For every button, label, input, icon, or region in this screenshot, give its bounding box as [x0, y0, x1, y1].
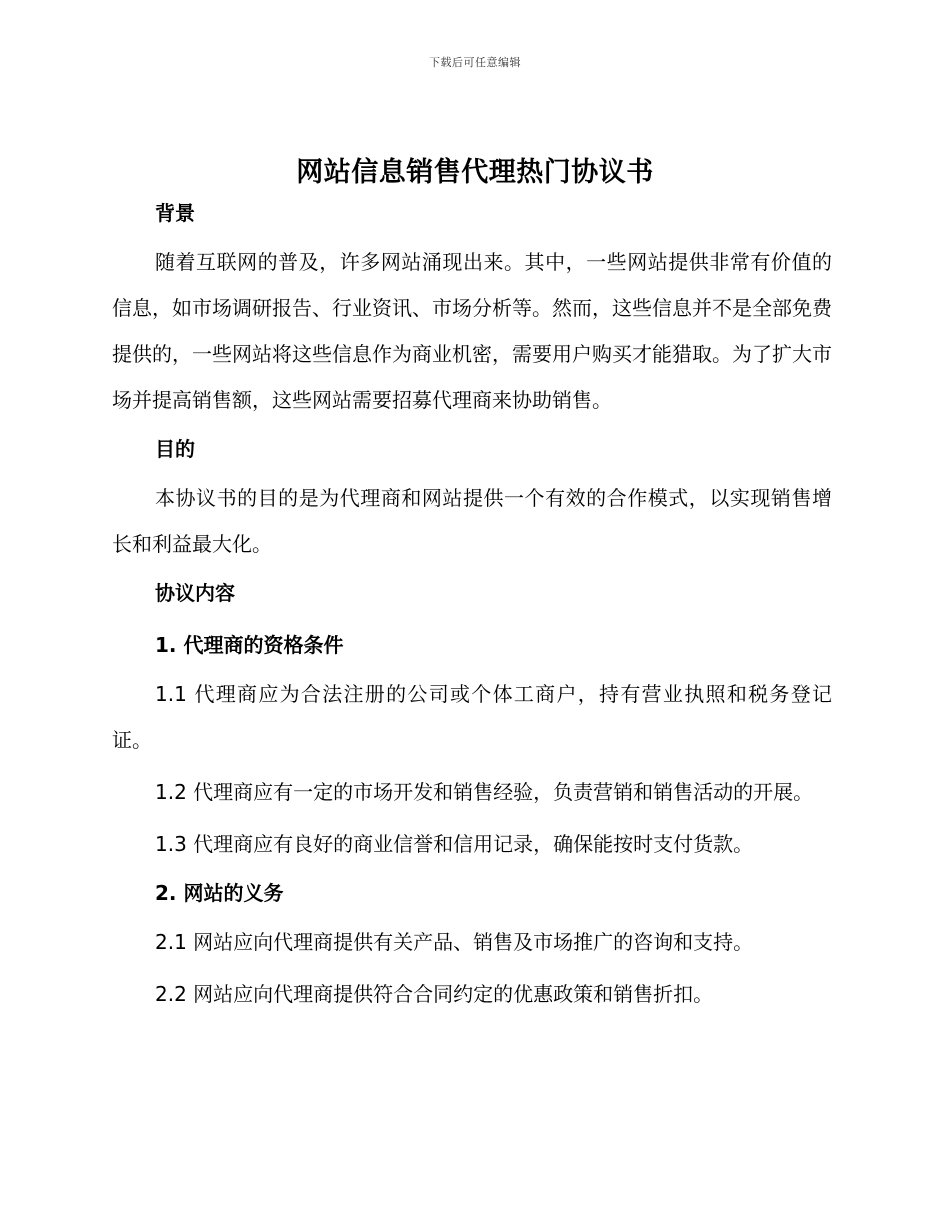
document-body: [112, 193, 832, 1017]
paragraph-background: 随着互联网的普及，许多网站涌现出来。其中，一些网站提供非常有价值的信息，如市场调研报告、行业资讯、市场分析等。然而，这些信息并不是全部免费提供的，一些网站将这些信息作为商业机密，需要用户购买才能猎取。为了扩大市场并提高销售额，这些网站需要招募代理商来协助销售。: [112, 250, 832, 412]
paragraph-purpose: 本协议书的目的是为代理商和网站提供一个有效的合作模式，以实现销售增长和利益最大化。: [112, 486, 832, 556]
clause-item-2-2: 2.2 网站应向代理商提供符合合同约定的优惠政策和销售折扣。: [155, 982, 714, 1006]
clause-item-1-3: 1.3 代理商应有良好的商业信誉和信用记录，确保能按时支付货款。: [155, 832, 754, 856]
section-heading-agreement: 协议内容: [155, 581, 235, 605]
document-title: 网站信息销售代理热门协议书: [296, 157, 654, 188]
clause-heading-2: 2. 网站的义务: [155, 881, 284, 905]
header-note: 下载后可任意编辑: [429, 56, 521, 69]
clause-heading-1: 1. 代理商的资格条件: [155, 633, 344, 657]
section-heading-background: 背景: [155, 201, 195, 225]
clause-item-1-1: 1.1 代理商应为合法注册的公司或个体工商户，持有营业执照和税务登记证。: [112, 682, 832, 752]
clause-item-1-2: 1.2 代理商应有一定的市场开发和销售经验，负责营销和销售活动的开展。: [155, 780, 814, 804]
section-heading-purpose: 目的: [155, 437, 195, 461]
clause-item-2-1: 2.1 网站应向代理商提供有关产品、销售及市场推广的咨询和支持。: [155, 930, 754, 954]
